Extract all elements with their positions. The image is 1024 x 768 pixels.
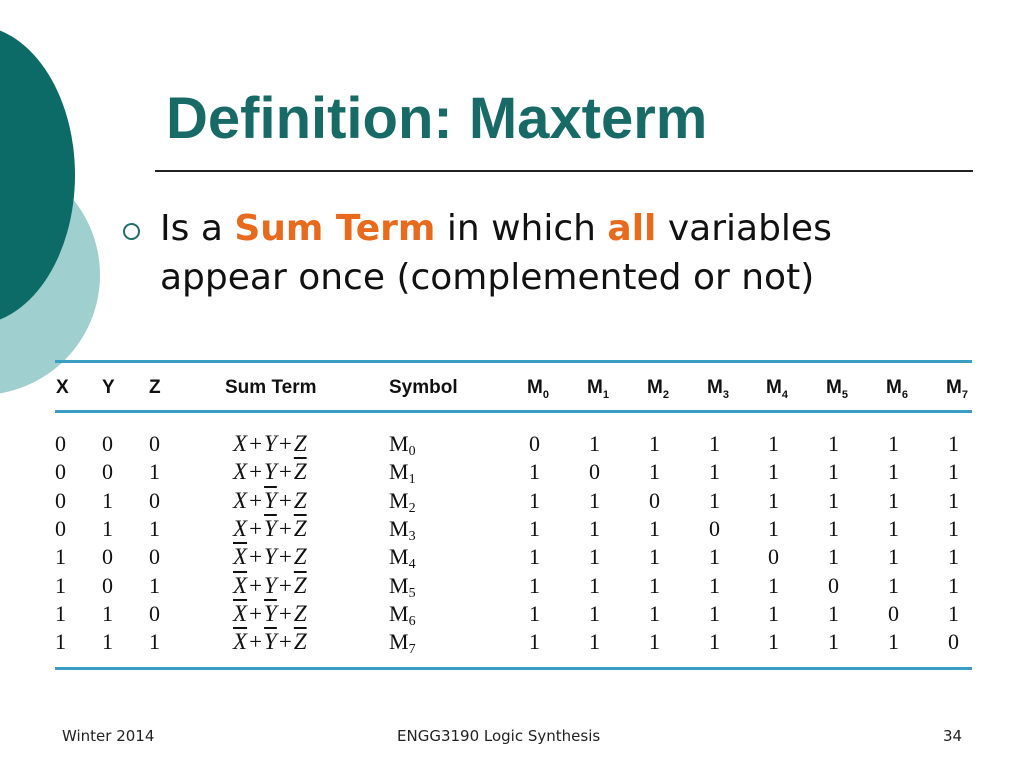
header-m7 bbox=[946, 377, 968, 401]
plus-operator: + bbox=[278, 544, 292, 570]
cell-m7: 1 bbox=[948, 572, 959, 598]
bullet-text-part-2: in which bbox=[435, 208, 608, 249]
cell-m4: 1 bbox=[768, 487, 779, 513]
plus-operator: + bbox=[249, 431, 263, 456]
plus-operator: + bbox=[249, 459, 263, 485]
table-row bbox=[55, 458, 972, 486]
table-row bbox=[55, 487, 972, 515]
plus-operator: + bbox=[278, 600, 292, 626]
cell-x: 1 bbox=[55, 572, 66, 598]
cell-m3: 1 bbox=[709, 459, 720, 485]
cell-z: 0 bbox=[149, 487, 160, 513]
header-m-prefix: M bbox=[946, 377, 962, 398]
cell-y: 1 bbox=[102, 515, 113, 541]
header-m6 bbox=[886, 377, 908, 401]
symbol-letter: M bbox=[389, 459, 409, 485]
sum-term-variable: $\overline{X}$ bbox=[233, 572, 248, 598]
cell-m2: 0 bbox=[649, 487, 660, 513]
cell-z: 1 bbox=[149, 515, 160, 541]
cell-m1: 1 bbox=[589, 487, 600, 513]
footer-center: ENGG3190 Logic Synthesis bbox=[397, 727, 601, 745]
cell-sum-term bbox=[233, 628, 307, 656]
header-m5 bbox=[826, 377, 848, 401]
cell-m3: 1 bbox=[709, 629, 720, 655]
sum-term-variable: Y bbox=[264, 459, 277, 485]
hollow-circle-bullet-icon bbox=[123, 223, 140, 240]
cell-m4: 1 bbox=[768, 600, 779, 626]
cell-m3: 1 bbox=[709, 431, 720, 456]
symbol-letter: M bbox=[389, 600, 409, 626]
header-sum-term: Sum Term bbox=[225, 377, 317, 398]
symbol-index: 5 bbox=[408, 585, 416, 601]
sum-term-variable: $\overline{X}$ bbox=[233, 600, 248, 626]
table-top-rule bbox=[55, 360, 972, 363]
cell-m1: 1 bbox=[589, 600, 600, 626]
plus-operator: + bbox=[278, 515, 292, 541]
plus-operator: + bbox=[249, 487, 263, 513]
plus-operator: + bbox=[249, 572, 263, 598]
symbol-index: 1 bbox=[408, 472, 416, 488]
sum-term-variable: $\overline{Y}$ bbox=[264, 629, 277, 655]
header-m-prefix: M bbox=[647, 377, 663, 398]
cell-m4: 1 bbox=[768, 572, 779, 598]
header-m-index: 4 bbox=[781, 388, 788, 401]
cell-m7: 1 bbox=[948, 600, 959, 626]
symbol-letter: M bbox=[389, 515, 409, 541]
cell-m2: 1 bbox=[649, 544, 660, 570]
cell-m6: 1 bbox=[888, 459, 899, 485]
cell-z: 0 bbox=[149, 600, 160, 626]
cell-sum-term bbox=[233, 458, 307, 486]
cell-m2: 1 bbox=[649, 572, 660, 598]
sum-term-variable: $\overline{Y}$ bbox=[264, 515, 277, 541]
header-m-index: 3 bbox=[722, 388, 729, 401]
table-row bbox=[55, 515, 972, 543]
header-m-index: 6 bbox=[901, 388, 908, 401]
sum-term-variable: Z bbox=[293, 544, 307, 570]
plus-operator: + bbox=[249, 544, 263, 570]
cell-m7: 0 bbox=[948, 629, 959, 655]
sum-term-variable: $\overline{Z}$ bbox=[293, 572, 307, 598]
header-m-prefix: M bbox=[826, 377, 842, 398]
cell-m1: 0 bbox=[589, 459, 600, 485]
cell-m6: 1 bbox=[888, 572, 899, 598]
cell-m2: 1 bbox=[649, 431, 660, 456]
table-row bbox=[55, 543, 972, 571]
bullet-text-part-3: variables appear once (complemented or not) bbox=[160, 208, 832, 298]
cell-z: 0 bbox=[149, 544, 160, 570]
sum-term-variable: X bbox=[233, 487, 248, 513]
cell-x: 1 bbox=[55, 629, 66, 655]
cell-m3: 1 bbox=[709, 600, 720, 626]
header-m1 bbox=[587, 377, 609, 401]
cell-y: 1 bbox=[102, 600, 113, 626]
sum-term-variable: Z bbox=[293, 487, 307, 513]
header-m-index: 2 bbox=[662, 388, 669, 401]
header-symbol: Symbol bbox=[389, 377, 458, 398]
header-y: Y bbox=[102, 377, 115, 398]
cell-sum-term bbox=[233, 515, 307, 543]
sum-term-variable: X bbox=[233, 459, 248, 485]
cell-m5: 0 bbox=[828, 572, 839, 598]
cell-m0: 1 bbox=[529, 600, 540, 626]
header-m2 bbox=[647, 377, 669, 401]
cell-m6: 0 bbox=[888, 600, 899, 626]
cell-m3: 1 bbox=[709, 544, 720, 570]
sum-term-variable: $\overline{X}$ bbox=[233, 629, 248, 655]
cell-x: 1 bbox=[55, 600, 66, 626]
cell-m1: 1 bbox=[589, 431, 600, 456]
cell-m7: 1 bbox=[948, 544, 959, 570]
cell-m6: 1 bbox=[888, 431, 899, 456]
cell-sum-term bbox=[233, 543, 307, 571]
plus-operator: + bbox=[278, 572, 292, 598]
symbol-letter: M bbox=[389, 629, 409, 655]
cell-m5: 1 bbox=[828, 431, 839, 456]
cell-y: 1 bbox=[102, 487, 113, 513]
cell-y: 0 bbox=[102, 459, 113, 485]
symbol-letter: M bbox=[389, 487, 409, 513]
sum-term-variable: $\overline{Z}$ bbox=[293, 515, 307, 541]
cell-m6: 1 bbox=[888, 515, 899, 541]
table-bottom-rule bbox=[55, 667, 972, 670]
plus-operator: + bbox=[249, 629, 263, 655]
cell-z: 0 bbox=[149, 431, 160, 456]
header-m-prefix: M bbox=[587, 377, 603, 398]
plus-operator: + bbox=[278, 629, 292, 655]
cell-m2: 1 bbox=[649, 629, 660, 655]
symbol-index: 0 bbox=[408, 444, 416, 459]
cell-z: 1 bbox=[149, 629, 160, 655]
symbol-index: 3 bbox=[408, 528, 416, 544]
cell-m7: 1 bbox=[948, 487, 959, 513]
header-m-index: 5 bbox=[841, 388, 848, 401]
sum-term-variable: X bbox=[233, 431, 248, 456]
table-row bbox=[55, 600, 972, 628]
header-m-index: 1 bbox=[602, 388, 609, 401]
cell-m5: 1 bbox=[828, 600, 839, 626]
cell-m0: 1 bbox=[529, 572, 540, 598]
sum-term-variable: $\overline{Z}$ bbox=[293, 459, 307, 485]
table-row bbox=[55, 628, 972, 656]
cell-m4: 1 bbox=[768, 431, 779, 456]
cell-m7: 1 bbox=[948, 515, 959, 541]
bullet-text bbox=[160, 204, 960, 302]
cell-m3: 0 bbox=[709, 515, 720, 541]
cell-x: 0 bbox=[55, 515, 66, 541]
header-z: Z bbox=[149, 377, 161, 398]
cell-m0: 1 bbox=[529, 544, 540, 570]
table-row bbox=[55, 430, 972, 458]
cell-m7: 1 bbox=[948, 459, 959, 485]
sum-term-variable: Y bbox=[264, 544, 277, 570]
cell-m2: 1 bbox=[649, 600, 660, 626]
cell-m4: 1 bbox=[768, 515, 779, 541]
cell-y: 0 bbox=[102, 544, 113, 570]
header-m3 bbox=[707, 377, 729, 401]
plus-operator: + bbox=[249, 600, 263, 626]
cell-m5: 1 bbox=[828, 487, 839, 513]
title-underline bbox=[155, 170, 973, 172]
footer-left: Winter 2014 bbox=[62, 727, 155, 745]
cell-z: 1 bbox=[149, 459, 160, 485]
cell-m0: 0 bbox=[529, 431, 540, 456]
cell-y: 1 bbox=[102, 629, 113, 655]
cell-m0: 1 bbox=[529, 629, 540, 655]
cell-m6: 1 bbox=[888, 544, 899, 570]
plus-operator: + bbox=[278, 459, 292, 485]
plus-operator: + bbox=[278, 487, 292, 513]
cell-m4: 1 bbox=[768, 629, 779, 655]
sum-term-variable: X bbox=[233, 515, 248, 541]
cell-x: 0 bbox=[55, 431, 66, 456]
header-m0 bbox=[527, 377, 549, 401]
cell-m6: 1 bbox=[888, 487, 899, 513]
cell-x: 0 bbox=[55, 487, 66, 513]
header-x: X bbox=[56, 377, 69, 398]
symbol-letter: M bbox=[389, 544, 409, 570]
cell-m0: 1 bbox=[529, 459, 540, 485]
slide-title: Definition: Maxterm bbox=[166, 86, 708, 151]
header-m-prefix: M bbox=[707, 377, 723, 398]
cell-y: 0 bbox=[102, 572, 113, 598]
cell-m3: 1 bbox=[709, 487, 720, 513]
header-m-index: 0 bbox=[542, 388, 549, 401]
header-m-prefix: M bbox=[766, 377, 782, 398]
cell-symbol bbox=[389, 628, 416, 664]
cell-m7: 1 bbox=[948, 431, 959, 456]
header-m-index: 7 bbox=[961, 388, 968, 401]
cell-m1: 1 bbox=[589, 629, 600, 655]
symbol-index: 7 bbox=[408, 642, 416, 658]
cell-m4: 1 bbox=[768, 459, 779, 485]
sum-term-variable: Y bbox=[264, 431, 277, 456]
symbol-letter: M bbox=[389, 431, 409, 456]
cell-m4: 0 bbox=[768, 544, 779, 570]
cell-x: 0 bbox=[55, 459, 66, 485]
footer-page-number: 34 bbox=[943, 727, 963, 745]
cell-m5: 1 bbox=[828, 515, 839, 541]
cell-sum-term bbox=[233, 600, 307, 628]
cell-m0: 1 bbox=[529, 515, 540, 541]
highlight-sum-term: Sum Term bbox=[234, 208, 436, 249]
sum-term-variable: $\overline{Y}$ bbox=[264, 487, 277, 513]
sum-term-variable: Z bbox=[293, 431, 307, 456]
cell-m3: 1 bbox=[709, 572, 720, 598]
cell-sum-term bbox=[233, 487, 307, 515]
maxterm-table bbox=[55, 360, 972, 672]
cell-y: 0 bbox=[102, 431, 113, 456]
sum-term-variable: $\overline{Y}$ bbox=[264, 600, 277, 626]
sum-term-variable: Y bbox=[264, 572, 277, 598]
cell-m1: 1 bbox=[589, 544, 600, 570]
cell-m2: 1 bbox=[649, 515, 660, 541]
sum-term-variable: Z bbox=[293, 600, 307, 626]
cell-x: 1 bbox=[55, 544, 66, 570]
symbol-index: 4 bbox=[408, 557, 416, 573]
cell-m5: 1 bbox=[828, 459, 839, 485]
symbol-letter: M bbox=[389, 572, 409, 598]
sum-term-variable: $\overline{Z}$ bbox=[293, 629, 307, 655]
header-m-prefix: M bbox=[527, 377, 543, 398]
highlight-all: all bbox=[607, 208, 657, 249]
cell-m6: 1 bbox=[888, 629, 899, 655]
cell-m0: 1 bbox=[529, 487, 540, 513]
table-header-rule bbox=[55, 410, 972, 413]
cell-m5: 1 bbox=[828, 544, 839, 570]
symbol-index: 6 bbox=[408, 613, 416, 629]
cell-z: 1 bbox=[149, 572, 160, 598]
plus-operator: + bbox=[278, 431, 292, 456]
symbol-index: 2 bbox=[408, 500, 416, 516]
cell-m1: 1 bbox=[589, 515, 600, 541]
cell-m5: 1 bbox=[828, 629, 839, 655]
bullet-text-part-1: Is a bbox=[160, 208, 235, 249]
cell-sum-term bbox=[233, 572, 307, 600]
cell-m2: 1 bbox=[649, 459, 660, 485]
table-row bbox=[55, 572, 972, 600]
cell-sum-term bbox=[233, 430, 307, 458]
header-m-prefix: M bbox=[886, 377, 902, 398]
header-m4 bbox=[766, 377, 788, 401]
plus-operator: + bbox=[249, 515, 263, 541]
cell-m1: 1 bbox=[589, 572, 600, 598]
sum-term-variable: $\overline{X}$ bbox=[233, 544, 248, 570]
